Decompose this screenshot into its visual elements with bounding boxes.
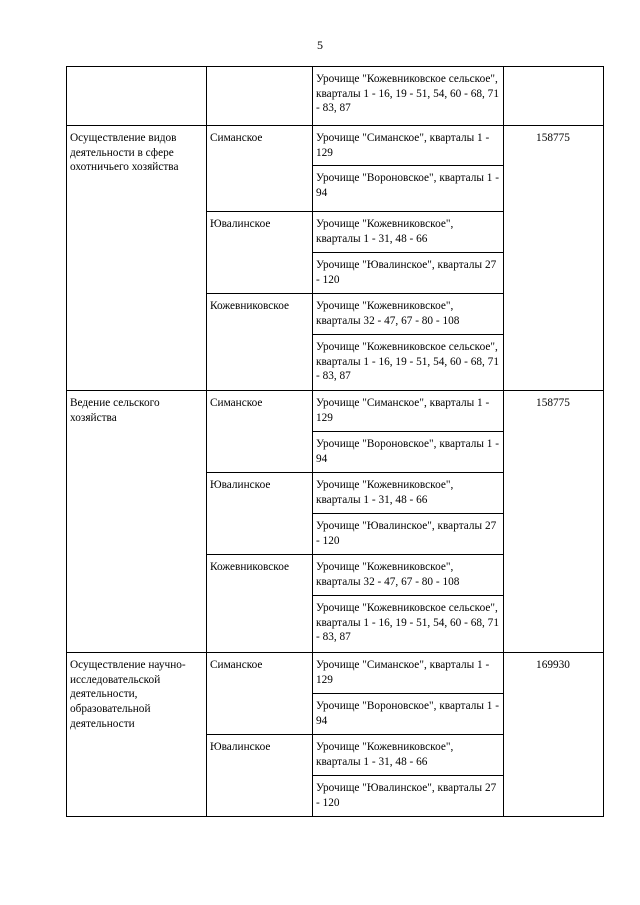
tract-cell: Урочище "Симанское", кварталы 1 - 129 — [313, 653, 504, 694]
activity-cell: Осуществление научно-исследовательской деятельности, образовательной деятельности — [67, 653, 207, 817]
area-cell — [504, 67, 604, 126]
tract-cell: Урочище "Кожевниковское", кварталы 1 - 31, 48 - 66 — [313, 212, 504, 253]
activity-cell: Осуществление видов деятельности в сфере охотничьего хозяйства — [67, 126, 207, 391]
tract-cell: Урочище "Симанское", кварталы 1 - 129 — [313, 126, 504, 166]
settlement-cell: Симанское — [207, 653, 313, 735]
page-number: 5 — [317, 38, 323, 52]
settlement-cell: Кожевниковское — [207, 555, 313, 653]
tract-cell: Урочище "Кожевниковское сельское", кварталы 1 - 16, 19 - 51, 54, 60 - 68, 71 - 83, 87 — [313, 67, 504, 126]
tract-cell: Урочище "Кожевниковское", кварталы 32 - 47, 67 - 80 - 108 — [313, 294, 504, 335]
table-row — [67, 67, 604, 126]
area-cell: 158775 — [504, 391, 604, 653]
settlement-cell: Кожевниковское — [207, 294, 313, 391]
area-cell: 158775 — [504, 126, 604, 391]
settlement-cell — [207, 67, 313, 126]
tract-cell: Урочище "Ювалинское", кварталы 27 - 120 — [313, 514, 504, 555]
activity-cell — [67, 67, 207, 126]
tract-cell: Урочище "Вороновское", кварталы 1 - 94 — [313, 166, 504, 212]
table-row — [67, 126, 604, 166]
table-row — [67, 653, 604, 694]
settlement-cell: Симанское — [207, 391, 313, 473]
settlement-cell: Симанское — [207, 126, 313, 212]
tract-cell: Урочище "Вороновское", кварталы 1 - 94 — [313, 432, 504, 473]
area-cell: 169930 — [504, 653, 604, 817]
tract-cell: Урочище "Ювалинское", кварталы 27 - 120 — [313, 253, 504, 294]
tract-cell: Урочище "Кожевниковское", кварталы 1 - 31, 48 - 66 — [313, 735, 504, 776]
tract-cell: Урочище "Ювалинское", кварталы 27 - 120 — [313, 776, 504, 817]
tract-cell: Урочище "Кожевниковское сельское", кварталы 1 - 16, 19 - 51, 54, 60 - 68, 71 - 83, 87 — [313, 596, 504, 653]
settlement-cell: Ювалинское — [207, 735, 313, 817]
land-use-table — [66, 66, 604, 817]
settlement-cell: Ювалинское — [207, 212, 313, 294]
tract-cell: Урочище "Кожевниковское", кварталы 1 - 31, 48 - 66 — [313, 473, 504, 514]
table-row — [67, 391, 604, 432]
activity-cell: Ведение сельского хозяйства — [67, 391, 207, 653]
settlement-cell: Ювалинское — [207, 473, 313, 555]
tract-cell: Урочище "Кожевниковское сельское", кварталы 1 - 16, 19 - 51, 54, 60 - 68, 71 - 83, 87 — [313, 335, 504, 391]
tract-cell: Урочище "Симанское", кварталы 1 - 129 — [313, 391, 504, 432]
tract-cell: Урочище "Вороновское", кварталы 1 - 94 — [313, 694, 504, 735]
tract-cell: Урочище "Кожевниковское", кварталы 32 - 47, 67 - 80 - 108 — [313, 555, 504, 596]
